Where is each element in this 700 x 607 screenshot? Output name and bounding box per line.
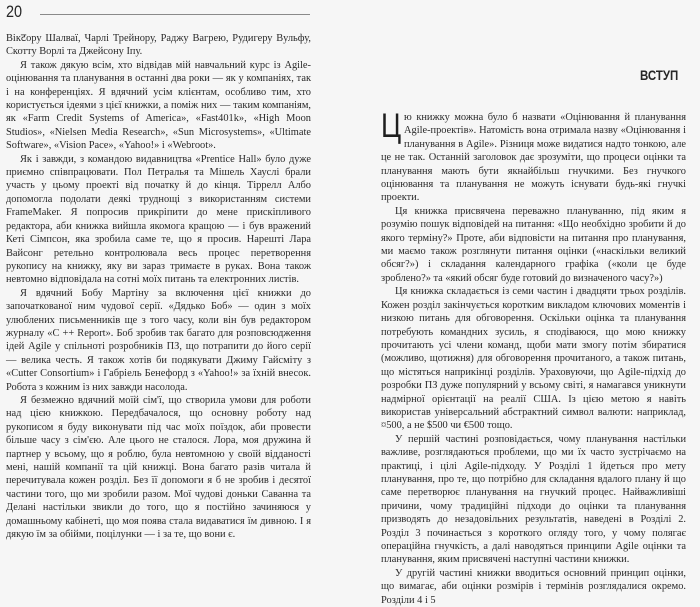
- right-column: [381, 107, 686, 607]
- intro-paragraph: Ця книжка присвячена переважно плануванню, під яким я розумію пошук відповідей на питання: «Що необхідно зробити й до якого терміну?» Проте, аби відповісти на питання про планування, ми маємо також розглянути питання оцінки («наскільки великий обсяг?») і складання календарного графіка («коли це буде зроблено?» та «який обсяг буде готовий до визначеного часу?»): [381, 205, 686, 284]
- left-column: [6, 32, 311, 541]
- intro-paragraph: Ця книжка складається із семи частин і двадцяти трьох розділів. Кожен розділ закінчується коротким викладом ключових моментів і низкою питань для обговорення. Оскільки оцінка та планування потребують командних зусиль, я сподіваюся, що мою книжку прочитають усі члени команд, щоби мати змогу потім збиратися (можливо, щотижня) для обговорення прочитаного, а також питань, що містяться наприкінці розділів. Ураховуючи, що Agile-підхід до розробки ПЗ дуже популярний у всьому світі, я намагався уникнути надмірної орієнтації на реалії США. Із цією метою я навіть використав універсальний абстрактний символ валюти: наприклад, ¤500, а не $500 чи €500 тощо.: [381, 286, 686, 432]
- drop-cap: Ц: [381, 107, 402, 145]
- intro-paragraph: [381, 107, 686, 205]
- intro-paragraph-text: ю книжку можна було б назвати «Оцінювання й планування Agile-проектів». Натомість вона отримала назву «Оцінювання і планування в Agile». Різниця може видатися надто тонкою, але це не так. Останній заголовок дає зрозуміти, що процеси оцінки та планування мають бути якнайбільш гнучкими. Без гнучкого оцінювання та планування не можуть існувати будь-які гнучкі проекти.: [381, 112, 686, 204]
- acknowledgment-paragraph: Я також дякую всім, хто відвідав мій навчальний курс із Agile-оцінювання та планування в останні два роки — як у компаніях, так і на конференціях. Я вдячний усім клієнтам, особливо тим, хто користується ідеями з цієї книжки, а поміж них — таким компаніям, як «Farm Credit Systems of America», «Fast401k», «High Moon Studios», «Nielsen Media Research», «Sun Microsystems», «Ultimate Software», «Vision Pace», «Yahoo!» і «Webroot».: [6, 59, 311, 152]
- acknowledgment-paragraph: Вікटору Шалваї, Чарлі Трейнору, Раджу Вагрею, Рудигеру Вульфу, Скотту Ворлі та Джейсону Іпу.: [6, 33, 311, 58]
- intro-paragraph: У другій частині книжки вводиться основний принцип оцінки, що вимагає, аби оцінки розмірів і термінів розглядалися окремо. Розділи 4 і 5: [381, 567, 686, 606]
- acknowledgment-paragraph: Я вдячний Бобу Мартіну за включення цієї книжки до започаткованої ним чудової серії. «Дядько Боб» — один з моїх улюблених письменників ще з того часу, коли він був редактором журналу «C ++ Report». Боб зробив так багато для розповсюдження ідей Agile у спільноті розробників ПЗ, що потрапити до його серії — велика честь. Я також хотів би подякувати Джиму Гайсміту з «Cutter Consortium» і Габріель Бенефорд з «Yahoo!» за їхній внесок. Робота з кожним із них завжди насолода.: [6, 287, 311, 393]
- acknowledgment-paragraph: Я безмежно вдячний моїй сім'ї, що створила умови для роботи над цією книжкою. Передбачалося, що основну роботу над рукописом я буду виконувати під час моїх поїздок, аби провести більше часу з сім'єю. Але цього не сталося. Лора, моя дружина й партнер у всьому, що я роблю, була невтомною у своїй відданості мені, нашій компанії та цій книжці. Вона багато разів читала й перечитувала кожен розділ. Без її допомоги я б не зробив і десятої частини того, що ми зробили разом. Мої чудові доньки Саванна та Делані настільки звикли до того, що я постійно зачиняюся у домашньому кабінеті, що моя поява стала видаватися їм дивною. І я дякую їм за обійми, поцілунки — і за те, що вони є.: [6, 394, 311, 541]
- acknowledgment-paragraph: Як і завжди, з командою видавництва «Prentice Hall» було дуже приємно співпрацювати. Пол Петралья та Мішель Хауслі брали участь у цьому проекті від початку й до кінця. Тіррелл Албо допомогла подолати деякі труднощі з використанням системи FrameMaker. Я попросив прикріпити до мене прискіпливого редактора, аби книжка вийшла якомога кращою — і був вражений Кеті Сімпсон, яка зробила саме те, що я просив. Нарешті Лара Вайсонг ретельно контролювала весь процес перетворення рукопису на книжку, яку ви зараз тримаєте в руках. Вона також невтомно відповідала на сотні моїх питань та електронних листів.: [6, 153, 311, 286]
- chapter-title: ВСТУП: [640, 67, 679, 83]
- header-rule: [40, 14, 310, 15]
- intro-paragraph: У першій частині розповідається, чому планування настільки важливе, розглядаються проблеми, що ми їх часто зустрічаємо на практиці, і цілі Agile-підходу. У Розділі 1 йдеться про мету планування, про те, що потрібно для складання вдалого плану й що саме перетворює планування на гнучкий процес. Найважливіші причини, чому традиційні підходи до оцінки та планування призводять до незадовільних результатів, наведені в Розділі 2. Розділ 3 починається з короткого огляду того, у чому полягає операційна гнучкість, а далі наводяться принципи Agile оцінки та планування, яким присвячені наступні частини книжки.: [381, 433, 686, 566]
- page-number: 20: [6, 2, 23, 21]
